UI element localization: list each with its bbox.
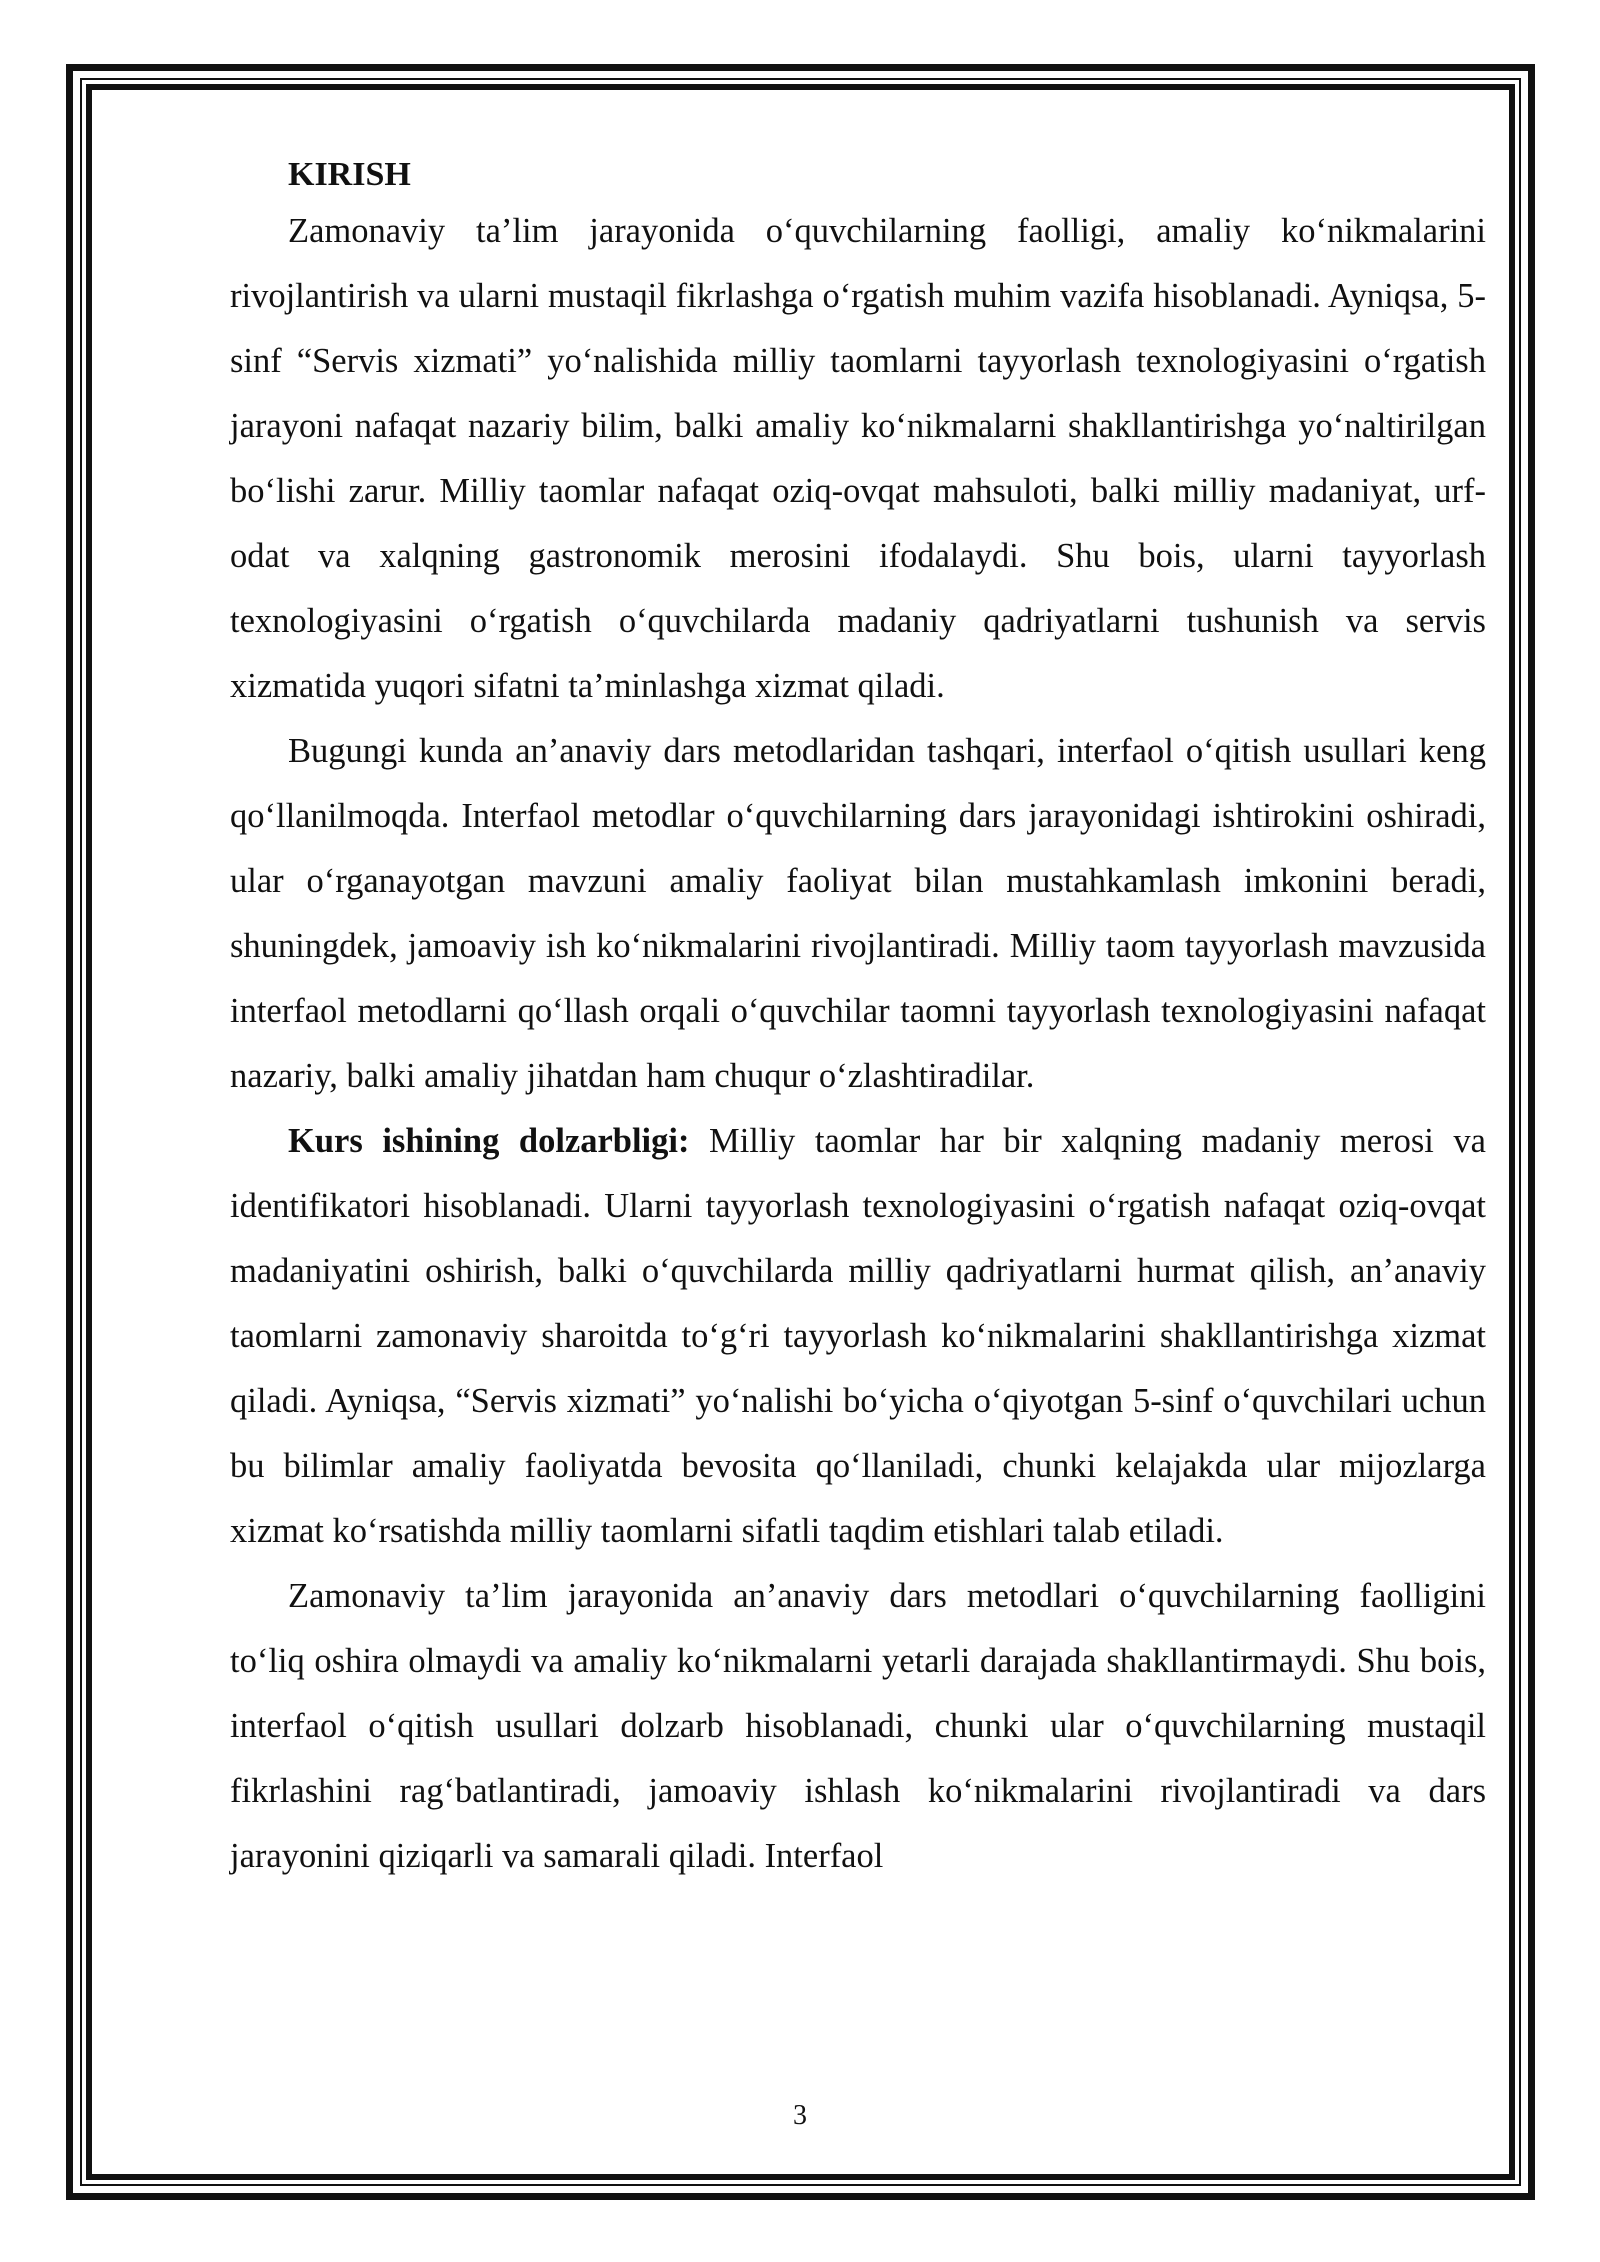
paragraph-modern-education: [230, 1564, 1486, 1889]
paragraph-intro: [230, 199, 1486, 719]
paragraph-text: Milliy taomlar har bir xalqning madaniy merosi va identifikatori hisoblanadi. Ularni tayyorlash texnologiyasini o‘rgatish nafaqat oziq-ovqat madaniyatini oshirish, balki o‘quvchilarda milliy qadriyatlarni hurmat qilish, an’anaviy taomlarni zamonaviy sharoitda to‘g‘ri tayyorlash ko‘nikmalarini shakllantirishga xizmat qiladi. Ayniqsa, “Servis xizmati” yo‘nalishi bo‘yicha o‘qiyotgan 5-sinf o‘quvchilari uchun bu bilimlar amaliy faoliyatda bevosita qo‘llaniladi, chunki kelajakda ular mijozlarga xizmat ko‘rsatishda milliy taomlarni sifatli taqdim etishlari talab etiladi.: [230, 1122, 1486, 1550]
paragraph-text: Bugungi kunda an’anaviy dars metodlaridan tashqari, interfaol o‘qitish usullari keng qo‘llanilmoqda. Interfaol metodlar o‘quvchilarning dars jarayonidagi ishtirokini oshiradi, ular o‘rganayotgan mavzuni amaliy faoliyat bilan mustahkamlash imkonini beradi, shuningdek, jamoaviy ish ko‘nikmalarini rivojlantiradi. Milliy taom tayyorlash mavzusida interfaol metodlarni qo‘llash orqali o‘quvchilar taomni tayyorlash texnologiyasini nafaqat nazariy, balki amaliy jihatdan ham chuqur o‘zlashtiradilar.: [230, 732, 1486, 1095]
paragraph-methods: [230, 719, 1486, 1109]
paragraph-text: Zamonaviy ta’lim jarayonida o‘quvchilarning faolligi, amaliy ko‘nikmalarini rivojlantirish va ularni mustaqil fikrlashga o‘rgatish muhim vazifa hisoblanadi. Ayniqsa, 5-sinf “Servis xizmati” yo‘nalishida milliy taomlarni tayyorlash texnologiyasini o‘rgatish jarayoni nafaqat nazariy bilim, balki amaliy ko‘nikmalarni shakllantirishga yo‘naltirilgan bo‘lishi zarur. Milliy taomlar nafaqat oziq-ovqat mahsuloti, balki milliy madaniyat, urf-odat va xalqning gastronomik merosini ifodalaydi. Shu bois, ularni tayyorlash texnologiyasini o‘rgatish o‘quvchilarda madaniy qadriyatlarni tushunish va servis xizmatida yuqori sifatni ta’minlashga xizmat qiladi.: [230, 212, 1486, 705]
section-heading: KIRISH: [288, 156, 411, 193]
paragraph-text: Zamonaviy ta’lim jarayonida an’anaviy dars metodlari o‘quvchilarning faolligini to‘liq oshira olmaydi va amaliy ko‘nikmalarni yetarli darajada shakllantirmaydi. Shu bois, interfaol o‘qitish usullari dolzarb hisoblanadi, chunki ular o‘quvchilarning mustaqil fikrlashini rag‘batlantiradi, jamoaviy ishlash ko‘nikmalarini rivojlantiradi va dars jarayonini qiziqarli va samarali qiladi. Interfaol: [230, 1577, 1486, 1875]
paragraph-relevance: [230, 1109, 1486, 1564]
paragraph-lead: Kurs ishining dolzarbligi:: [288, 1122, 690, 1160]
document-body: [230, 150, 1486, 1889]
page-number: 3: [793, 2100, 807, 2131]
